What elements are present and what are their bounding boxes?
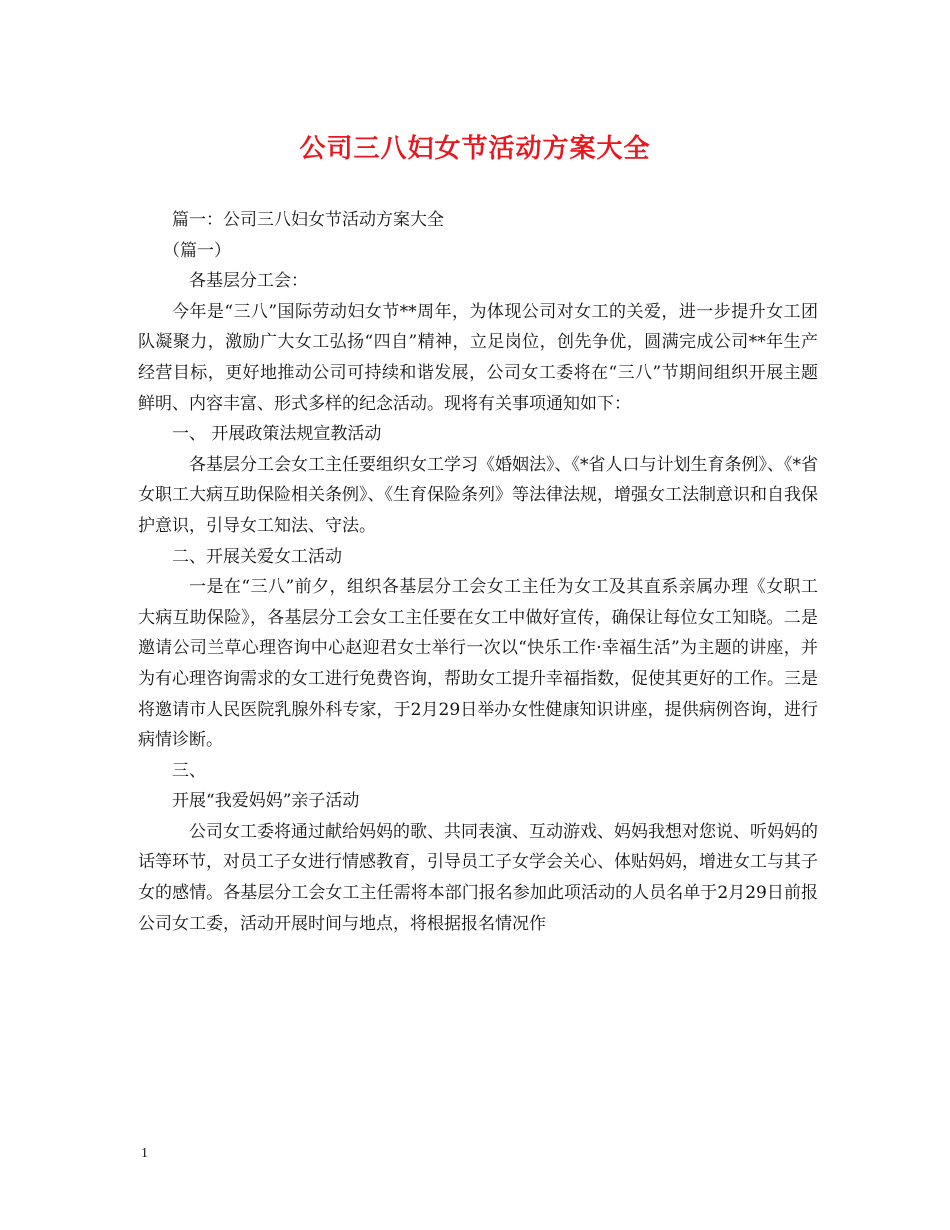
paragraph-part-label: （篇一） [163, 240, 231, 261]
paragraph-intro: 今年是“三八”国际劳动妇女节**周年，为体现公司对女工的关爱，进一步提升女工团队凝聚力，激励广大女工弘扬“四自”精神，立足岗位，创先争优，圆满完成公司**年生产经营目标，更好地推动公司可持续和谐发展，公司女工委将在“三八”节期间组织开展主题鲜明、内容丰富、形式多样的纪念活动。现将有关事项通知如下： [138, 301, 818, 414]
section-heading-3: 开展“我爱妈妈”亲子活动 [172, 791, 360, 812]
section-heading-2: 二、开展关爱女工活动 [172, 546, 342, 567]
section-number-3: 三、 [172, 760, 206, 781]
paragraph-section-1: 各基层分工会女工主任要组织女工学习《婚姻法》、《*省人口与计划生育条例》、《*省女职工大病互助保险相关条例》、《生育保险条列》等法律法规，增强女工法制意识和自我保护意识，引导女工知法、守法。 [138, 454, 818, 536]
section-heading-1: 一、 开展政策法规宣教活动 [172, 424, 382, 445]
document-body [138, 205, 818, 939]
document-title: 公司三八妇女节活动方案大全 [299, 134, 651, 164]
paragraph-section-2: 一是在“三八”前夕，组织各基层分工会女工主任为女工及其直系亲属办理《女职工大病互助保险》，各基层分工会女工主任要在女工中做好宣传，确保让每位女工知晓。二是邀请公司兰草心理咨询中心赵迎君女士举行一次以“快乐工作·幸福生活”为主题的讲座，并为有心理咨询需求的女工进行免费咨询，帮助女工提升幸福指数，促使其更好的工作。三是将邀请市人民医院乳腺外科专家，于2月29日举办女性健康知识讲座，提供病例咨询，进行病情诊断。 [138, 577, 818, 751]
page-number: 1 [141, 1146, 148, 1161]
paragraph-salutation: 各基层分工会： [189, 271, 308, 292]
paragraph-section-3: 公司女工委将通过献给妈妈的歌、共同表演、互动游戏、妈妈我想对您说、听妈妈的话等环节，对员工子女进行情感教育，引导员工子女学会关心、体贴妈妈，增进女工与其子女的感情。各基层分工会女工主任需将本部门报名参加此项活动的人员名单于2月29日前报公司女工委，活动开展时间与地点，将根据报名情况作 [138, 821, 818, 934]
paragraph-heading-part-one: 篇一：公司三八妇女节活动方案大全 [172, 210, 444, 230]
